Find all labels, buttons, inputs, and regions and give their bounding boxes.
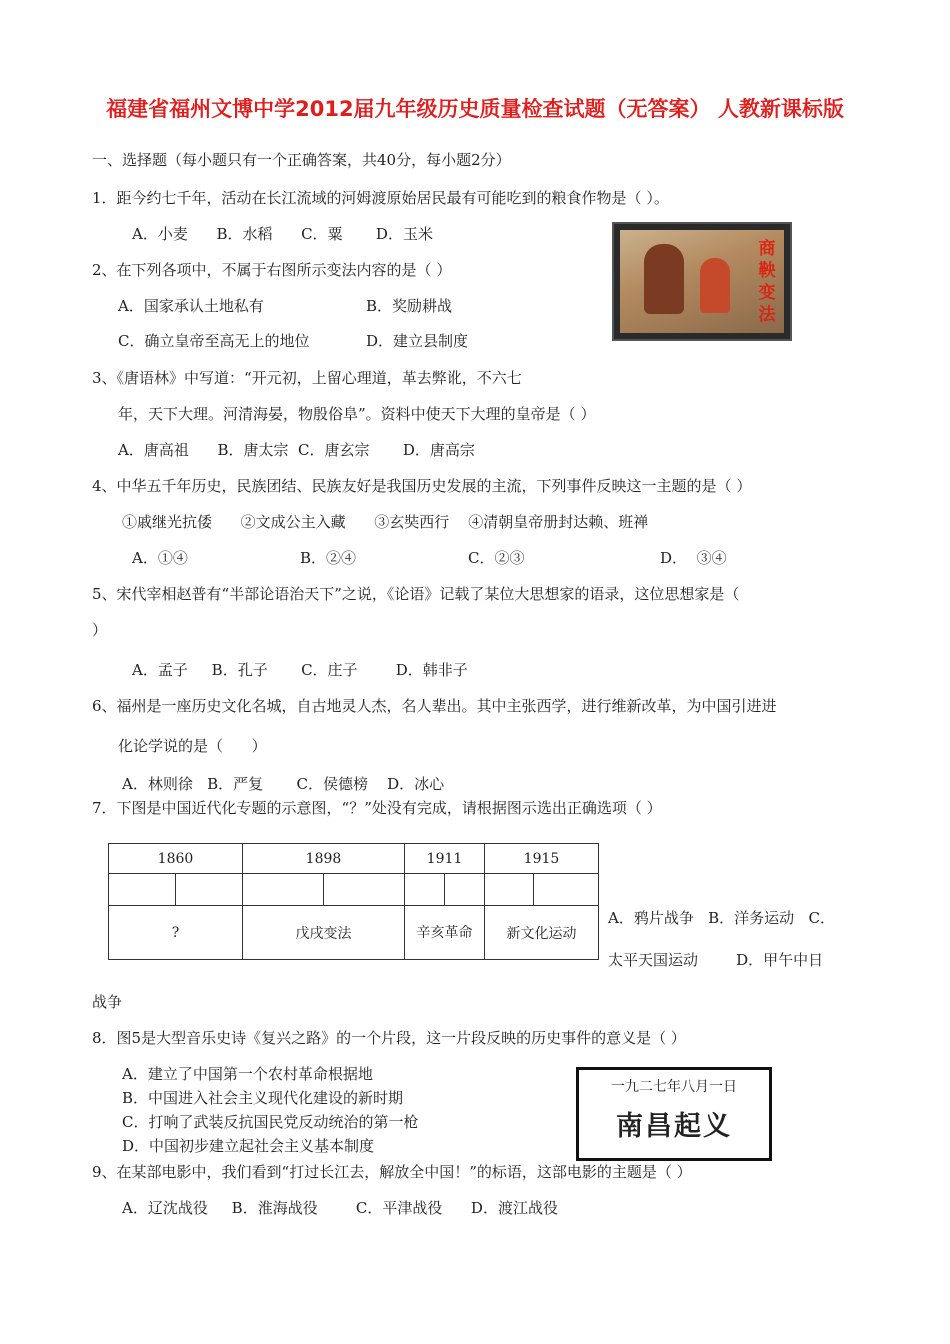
picture-caption: 商鞅变法 [758, 239, 776, 325]
q6-stem-line1: 6、福州是一座历史文化名城，自古地灵人杰，名人辈出。其中主张西学，进行维新改革，为中国引进进 [92, 697, 777, 715]
q8-stem: 8．图5是大型音乐史诗《复兴之路》的一个片段，这一片段反映的历史事件的意义是（ ） [92, 1029, 686, 1047]
q2-option-b: B．奖励耕战 [366, 297, 453, 315]
timeline-blank-cell [534, 874, 599, 906]
timeline-year: 1911 [405, 844, 485, 874]
q1-stem: 1．距今约七千年，活动在长江流域的河姆渡原始居民最有可能吃到的粮食作物是（ ）。 [92, 189, 669, 207]
timeline-year: 1860 [109, 844, 243, 874]
q8-option-b: B．中国进入社会主义现代化建设的新时期 [122, 1089, 404, 1107]
q2-option-d: D．建立县制度 [366, 332, 469, 350]
q4-option-b: B．②④ [300, 549, 357, 567]
timeline-blank-cell [445, 874, 485, 906]
q4-option-d: D． ③④ [660, 549, 727, 567]
q7-stem: 7．下图是中国近代化专题的示意图，“？”处没有完成，请根据图示选出正确选项（ ） [92, 799, 662, 817]
section-heading: 一、选择题（每小题只有一个正确答案，共40分，每小题2分） [92, 151, 511, 169]
q4-option-a: A．①④ [132, 549, 188, 567]
q3-options: A．唐高祖 B．唐太宗 C．唐玄宗 D．唐高宗 [118, 441, 475, 459]
q2-stem: 2、在下列各项中，不属于右图所示变法内容的是（ ） [92, 261, 452, 279]
timeline-event: ? [109, 906, 243, 960]
timeline-year: 1915 [485, 844, 599, 874]
figure-event-name: 南昌起义 [616, 1111, 732, 1142]
figure-date: 一九二七年八月一日 [611, 1079, 737, 1095]
q3-stem-line2: 年，天下大理。河清海晏，物殷俗阜”。资料中使天下大理的皇帝是（ ） [118, 405, 596, 423]
q7-options-line2: 太平天国运动 D．甲午中日 [608, 951, 824, 969]
timeline-blank-cell [485, 874, 534, 906]
shang-yang-reform-picture [612, 222, 792, 341]
q2-option-c: C．确立皇帝至高无上的地位 [118, 332, 310, 350]
q7-options-line1: A．鸦片战争 B．洋务运动 C． [608, 909, 835, 927]
q4-option-c: C．②③ [468, 549, 525, 567]
timeline-blank-cell [109, 874, 176, 906]
q9-options: A．辽沈战役 B．淮海战役 C．平津战役 D．渡江战役 [122, 1199, 558, 1217]
timeline-event: 戊戌变法 [243, 906, 405, 960]
q5-options: A．孟子 B．孔子 C．庄子 D．韩非子 [132, 661, 468, 679]
picture-figure [700, 258, 730, 313]
q5-stem-line1: 5、宋代宰相赵普有“半部论语治天下”之说，《论语》记载了某位大思想家的语录，这位思想家是（ [92, 585, 740, 603]
q8-option-c: C．打响了武装反抗国民党反动统治的第一枪 [122, 1113, 419, 1131]
q3-stem-line1: 3、《唐语林》中写道：“开元初，上留心理道，革去弊讹，不六七 [92, 369, 522, 387]
timeline-event: 新文化运动 [485, 906, 599, 960]
timeline-blank-cell [176, 874, 243, 906]
picture-figure [644, 244, 684, 314]
q4-items: ①戚继光抗倭 ②文成公主入藏 ③玄奘西行 ④清朝皇帝册封达赖、班禅 [122, 513, 649, 531]
timeline-event: 辛亥革命 [405, 906, 485, 960]
timeline-year: 1898 [243, 844, 405, 874]
timeline-blank-cell [243, 874, 324, 906]
q6-stem-line2: 化论学说的是（ ） [118, 737, 267, 755]
q4-stem: 4、中华五千年历史，民族团结、民族友好是我国历史发展的主流，下列事件反映这一主题的是（ ） [92, 477, 752, 495]
q7-options-line3: 战争 [92, 993, 123, 1011]
q8-option-d: D．中国初步建立起社会主义基本制度 [122, 1137, 375, 1155]
modernization-timeline-table [108, 843, 599, 960]
timeline-blank-cell [405, 874, 445, 906]
q9-stem: 9、在某部电影中，我们看到“打过长江去，解放全中国！”的标语，这部电影的主题是（ ） [92, 1163, 692, 1181]
q5-stem-line2: ） [92, 621, 108, 639]
nanchang-uprising-figure [576, 1067, 772, 1161]
document-title: 福建省福州文博中学2012届九年级历史质量检查试题（无答案） 人教新课标版 [106, 97, 844, 121]
q1-options: A．小麦 B．水稻 C．粟 D．玉米 [132, 225, 433, 243]
timeline-blank-cell [324, 874, 405, 906]
q8-option-a: A．建立了中国第一个农村革命根据地 [122, 1065, 373, 1083]
q2-option-a: A．国家承认土地私有 [118, 297, 264, 315]
q6-options: A．林则徐 B．严复 C．侯德榜 D．冰心 [122, 775, 445, 793]
